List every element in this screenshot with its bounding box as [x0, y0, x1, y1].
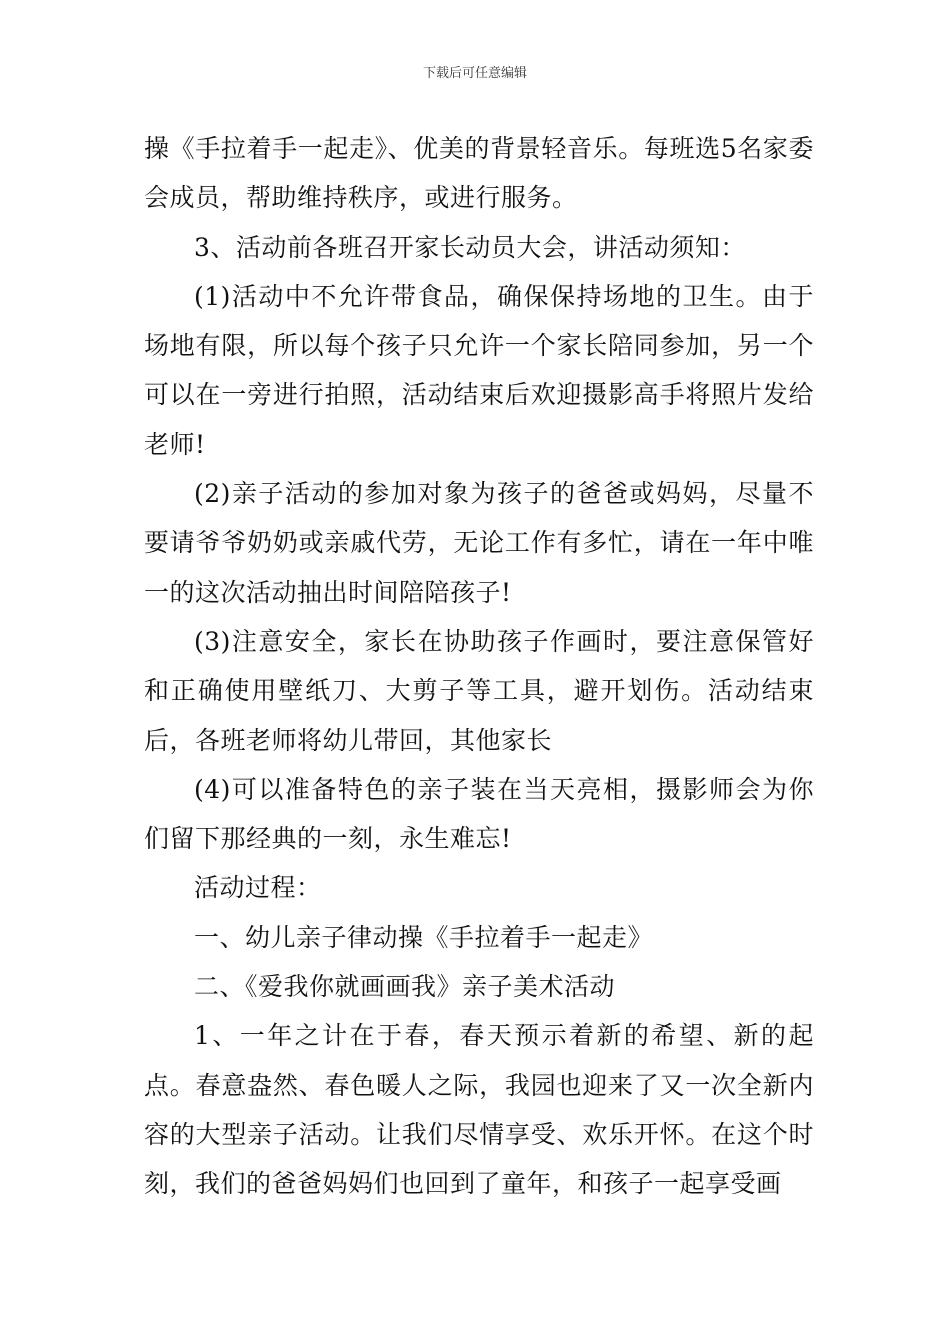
paragraph: 活动过程： — [194, 873, 322, 903]
paragraph: 二、《爱我你就画画我》亲子美术活动 — [194, 972, 616, 1002]
paragraph: (2)亲子活动的参加对象为孩子的爸爸或妈妈，尽量不要请爷爷奶奶或亲戚代劳，无论工作有多忙，请在一年中唯一的这次活动抽出时间陪陪孩子! — [144, 479, 814, 607]
paragraph: (3)注意安全，家长在协助孩子作画时，要注意保管好和正确使用壁纸刀、大剪子等工具，避开划伤。活动结束后，各班老师将幼儿带回，其他家长 — [144, 626, 814, 755]
paragraph: 1、一年之计在于春，春天预示着新的希望、新的起点。春意盎然、春色暖人之际，我园也迎来了又一次全新内容的大型亲子活动。让我们尽情享受、欢乐开怀。在这个时刻，我们的爸爸妈妈们也回到了童年，和孩子一起享受画 — [144, 1021, 814, 1199]
document-body — [144, 124, 814, 1209]
page-header: 下载后可任意编辑 — [422, 66, 527, 81]
paragraph: 3、活动前各班召开家长动员大会，讲活动须知： — [194, 232, 746, 262]
paragraph: (4)可以准备特色的亲子装在当天亮相，摄影师会为你们留下那经典的一刻，永生难忘! — [144, 774, 814, 854]
paragraph: 操《手拉着手一起走》、优美的背景轻音乐。每班选5名家委会成员，帮助维持秩序，或进行服务。 — [144, 134, 814, 213]
paragraph: (1)活动中不允许带食品，确保保持场地的卫生。由于场地有限，所以每个孩子只允许一个家长陪同参加，另一个可以在一旁进行拍照，活动结束后欢迎摄影高手将照片发给老师! — [144, 281, 814, 459]
paragraph: 一、幼儿亲子律动操《手拉着手一起走》 — [194, 922, 654, 952]
